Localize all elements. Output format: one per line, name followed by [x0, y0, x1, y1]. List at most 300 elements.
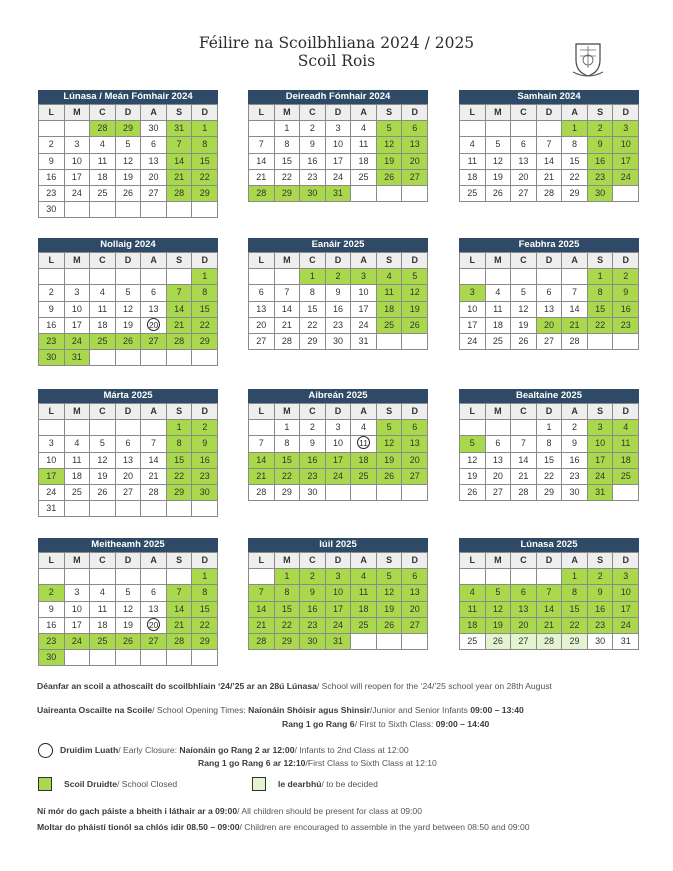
- day-cell: 13: [402, 137, 428, 153]
- weekday-header: L: [460, 553, 486, 569]
- day-cell: 22: [167, 469, 193, 485]
- day-cell: [588, 334, 614, 350]
- day-cell: 9: [300, 137, 326, 153]
- closed-ga: Scoil Druidte: [64, 779, 118, 789]
- day-cell: 5: [460, 436, 486, 452]
- day-cell: 22: [537, 469, 563, 485]
- day-cell: [65, 569, 91, 585]
- tbd-ga: le dearbhú: [278, 779, 322, 789]
- day-cell: 21: [249, 170, 275, 186]
- weekday-header: S: [377, 404, 403, 420]
- day-cell: 6: [402, 121, 428, 137]
- day-cell: [351, 436, 377, 452]
- day-cell: 28: [562, 334, 588, 350]
- day-cell: 15: [192, 302, 218, 318]
- day-cell: [351, 186, 377, 202]
- weekday-header: C: [90, 553, 116, 569]
- day-cell: [351, 634, 377, 650]
- weekday-header: M: [65, 553, 91, 569]
- day-cell: [511, 121, 537, 137]
- day-cell: 1: [275, 569, 301, 585]
- day-cell: 20: [249, 318, 275, 334]
- day-cell: 6: [486, 436, 512, 452]
- day-cell: 4: [486, 285, 512, 301]
- day-cell: 23: [588, 618, 614, 634]
- weekday-header: S: [167, 105, 193, 121]
- early-closure-note-2: [198, 758, 437, 768]
- day-cell: 4: [460, 585, 486, 601]
- day-cell: 11: [90, 302, 116, 318]
- month-days-grid: [38, 403, 218, 517]
- day-cell: 15: [588, 302, 614, 318]
- day-cell: 27: [141, 334, 167, 350]
- day-cell: 28: [275, 334, 301, 350]
- day-cell: [141, 269, 167, 285]
- day-cell: 27: [511, 634, 537, 650]
- day-cell: [192, 650, 218, 666]
- day-cell: 9: [300, 585, 326, 601]
- tbd-legend: [278, 779, 378, 789]
- month-calendar: [459, 238, 639, 350]
- weekday-header: D: [613, 553, 639, 569]
- day-cell: 15: [192, 602, 218, 618]
- day-cell: 24: [613, 618, 639, 634]
- day-cell: 15: [275, 602, 301, 618]
- day-cell: 16: [613, 302, 639, 318]
- day-cell: 12: [486, 154, 512, 170]
- day-cell: 28: [537, 634, 563, 650]
- day-cell: 13: [402, 585, 428, 601]
- weekday-header: M: [275, 253, 301, 269]
- day-cell: 14: [167, 302, 193, 318]
- weekday-header: L: [249, 404, 275, 420]
- day-cell: 10: [613, 585, 639, 601]
- weekday-header: A: [141, 404, 167, 420]
- day-cell: 1: [167, 420, 193, 436]
- day-cell: 4: [613, 420, 639, 436]
- day-cell: 15: [275, 154, 301, 170]
- weekday-header: C: [511, 404, 537, 420]
- reopen-note: [37, 681, 552, 691]
- early-closure-day: 20: [148, 619, 159, 630]
- classes-note: [282, 719, 489, 729]
- day-cell: 2: [300, 420, 326, 436]
- day-cell: 6: [141, 285, 167, 301]
- month-header: Aibreán 2025: [248, 389, 428, 403]
- day-cell: 20: [141, 170, 167, 186]
- day-cell: 9: [39, 602, 65, 618]
- month-header: Feabhra 2025: [459, 238, 639, 252]
- month-days-grid: [248, 104, 428, 202]
- day-cell: 6: [511, 585, 537, 601]
- day-cell: [141, 202, 167, 218]
- day-cell: [65, 501, 91, 517]
- day-cell: 11: [486, 302, 512, 318]
- day-cell: 16: [300, 602, 326, 618]
- weekday-header: S: [588, 253, 614, 269]
- early-ga: Druidim Luath: [60, 745, 119, 755]
- day-cell: 24: [613, 170, 639, 186]
- day-cell: 25: [351, 618, 377, 634]
- day-cell: 26: [486, 634, 512, 650]
- day-cell: 30: [562, 485, 588, 501]
- day-cell: [351, 485, 377, 501]
- day-cell: 11: [613, 436, 639, 452]
- month-calendar: [248, 90, 428, 202]
- day-cell: [402, 186, 428, 202]
- day-cell: 24: [460, 334, 486, 350]
- day-cell: 17: [326, 602, 352, 618]
- hours-en: / School Opening Times:: [152, 705, 246, 715]
- day-cell: 19: [377, 602, 403, 618]
- day-cell: 13: [511, 154, 537, 170]
- day-cell: 8: [192, 585, 218, 601]
- weekday-header: M: [486, 253, 512, 269]
- weekday-header: D: [402, 253, 428, 269]
- infants-ga: Naíonáin Shóisir agus Shinsir: [248, 705, 370, 715]
- day-cell: 12: [116, 154, 142, 170]
- day-cell: 3: [65, 285, 91, 301]
- day-cell: 8: [562, 585, 588, 601]
- day-cell: 12: [377, 137, 403, 153]
- day-cell: 12: [377, 585, 403, 601]
- day-cell: 21: [537, 170, 563, 186]
- day-cell: [116, 269, 142, 285]
- day-cell: [486, 420, 512, 436]
- day-cell: 6: [402, 420, 428, 436]
- day-cell: 26: [116, 186, 142, 202]
- day-cell: 13: [141, 302, 167, 318]
- day-cell: [141, 618, 167, 634]
- day-cell: 12: [460, 453, 486, 469]
- weekday-header: D: [326, 105, 352, 121]
- infants-time: 09:00 – 13:40: [470, 705, 524, 715]
- day-cell: [613, 485, 639, 501]
- day-cell: [141, 350, 167, 366]
- day-cell: [402, 634, 428, 650]
- day-cell: 13: [141, 154, 167, 170]
- weekday-header: D: [402, 553, 428, 569]
- day-cell: [167, 350, 193, 366]
- weekday-header: S: [167, 253, 193, 269]
- day-cell: 4: [90, 285, 116, 301]
- weekday-header: D: [402, 105, 428, 121]
- day-cell: 22: [192, 170, 218, 186]
- weekday-header: L: [460, 253, 486, 269]
- day-cell: 27: [116, 485, 142, 501]
- day-cell: 11: [90, 602, 116, 618]
- day-cell: 27: [537, 334, 563, 350]
- day-cell: 23: [562, 469, 588, 485]
- day-cell: 4: [65, 436, 91, 452]
- day-cell: 7: [167, 285, 193, 301]
- reopen-ga: Déanfar an scoil a athoscailt do scoilbhliain ‘24/’25 ar an 28ú Lúnasa: [37, 681, 317, 691]
- day-cell: [167, 569, 193, 585]
- weekday-header: S: [588, 105, 614, 121]
- weekday-header: A: [562, 105, 588, 121]
- day-cell: 2: [192, 420, 218, 436]
- day-cell: 22: [300, 318, 326, 334]
- weekday-header: L: [39, 404, 65, 420]
- early-closure-circle-icon: [38, 743, 53, 758]
- day-cell: 26: [90, 485, 116, 501]
- weekday-header: M: [486, 553, 512, 569]
- weekday-header: C: [300, 553, 326, 569]
- day-cell: 10: [65, 602, 91, 618]
- day-cell: 18: [90, 170, 116, 186]
- day-cell: 29: [192, 334, 218, 350]
- weekday-header: D: [116, 105, 142, 121]
- day-cell: 17: [65, 618, 91, 634]
- day-cell: 23: [300, 170, 326, 186]
- day-cell: 23: [326, 318, 352, 334]
- day-cell: 1: [300, 269, 326, 285]
- weekday-header: A: [562, 553, 588, 569]
- day-cell: 8: [562, 137, 588, 153]
- day-cell: 30: [39, 350, 65, 366]
- day-cell: 1: [192, 269, 218, 285]
- day-cell: 17: [65, 318, 91, 334]
- day-cell: [562, 269, 588, 285]
- weekday-header: C: [511, 553, 537, 569]
- day-cell: 3: [613, 569, 639, 585]
- day-cell: 2: [39, 137, 65, 153]
- weekday-header: L: [460, 105, 486, 121]
- day-cell: 16: [39, 170, 65, 186]
- month-header: Eanáir 2025: [248, 238, 428, 252]
- day-cell: 19: [511, 318, 537, 334]
- day-cell: 21: [275, 318, 301, 334]
- weekday-header: S: [377, 553, 403, 569]
- day-cell: 14: [537, 154, 563, 170]
- weekday-header: D: [613, 404, 639, 420]
- day-cell: 3: [613, 121, 639, 137]
- day-cell: 1: [192, 121, 218, 137]
- day-cell: 10: [613, 137, 639, 153]
- month-calendar: [459, 389, 639, 501]
- day-cell: 22: [588, 318, 614, 334]
- day-cell: 17: [588, 453, 614, 469]
- day-cell: 1: [588, 269, 614, 285]
- weekday-header: M: [65, 253, 91, 269]
- day-cell: 9: [588, 137, 614, 153]
- weekday-header: C: [511, 253, 537, 269]
- day-cell: 31: [65, 350, 91, 366]
- day-cell: 24: [65, 186, 91, 202]
- day-cell: 18: [460, 170, 486, 186]
- day-cell: [511, 569, 537, 585]
- day-cell: 27: [141, 634, 167, 650]
- day-cell: 22: [562, 170, 588, 186]
- day-cell: 14: [511, 453, 537, 469]
- day-cell: 26: [377, 618, 403, 634]
- day-cell: [65, 269, 91, 285]
- weekday-header: A: [351, 253, 377, 269]
- day-cell: 9: [39, 154, 65, 170]
- day-cell: [141, 650, 167, 666]
- day-cell: 25: [351, 170, 377, 186]
- day-cell: 12: [116, 302, 142, 318]
- month-calendar: [38, 90, 218, 218]
- day-cell: 25: [90, 634, 116, 650]
- day-cell: [39, 569, 65, 585]
- day-cell: 8: [275, 585, 301, 601]
- day-cell: 21: [249, 469, 275, 485]
- day-cell: 3: [351, 269, 377, 285]
- day-cell: 17: [460, 318, 486, 334]
- month-days-grid: [459, 403, 639, 501]
- weekday-header: D: [192, 253, 218, 269]
- day-cell: 11: [460, 602, 486, 618]
- day-cell: [511, 269, 537, 285]
- day-cell: [249, 269, 275, 285]
- day-cell: 29: [562, 186, 588, 202]
- day-cell: 12: [511, 302, 537, 318]
- day-cell: 27: [249, 334, 275, 350]
- day-cell: [167, 650, 193, 666]
- weekday-header: M: [65, 105, 91, 121]
- day-cell: 13: [249, 302, 275, 318]
- day-cell: 19: [402, 302, 428, 318]
- day-cell: [486, 121, 512, 137]
- weekday-header: D: [326, 253, 352, 269]
- day-cell: 30: [588, 634, 614, 650]
- early1-ga: Naíonáin go Rang 2 ar 12:00: [179, 745, 295, 755]
- day-cell: 22: [562, 618, 588, 634]
- reopen-en: / School will reopen for the ‘24/’25 school year on 28th August: [316, 681, 552, 691]
- day-cell: 29: [562, 634, 588, 650]
- month-calendar: [38, 238, 218, 366]
- day-cell: 1: [275, 420, 301, 436]
- day-cell: 21: [141, 469, 167, 485]
- day-cell: 5: [377, 569, 403, 585]
- month-days-grid: [459, 104, 639, 202]
- day-cell: 29: [275, 485, 301, 501]
- day-cell: 19: [116, 170, 142, 186]
- weekday-header: D: [537, 253, 563, 269]
- early2-en: /First Class to Sixth Class at 12:10: [305, 758, 437, 768]
- day-cell: 13: [511, 602, 537, 618]
- day-cell: 14: [249, 453, 275, 469]
- day-cell: 14: [537, 602, 563, 618]
- day-cell: 26: [511, 334, 537, 350]
- month-header: Iúil 2025: [248, 538, 428, 552]
- closed-legend: [64, 779, 177, 789]
- day-cell: 7: [249, 137, 275, 153]
- weekday-header: L: [249, 253, 275, 269]
- weekday-header: S: [588, 404, 614, 420]
- month-days-grid: [248, 552, 428, 650]
- day-cell: 3: [65, 137, 91, 153]
- weekday-header: L: [39, 105, 65, 121]
- weekday-header: A: [351, 404, 377, 420]
- day-cell: [167, 269, 193, 285]
- hours-ga: Uaireanta Oscailte na Scoile: [37, 705, 153, 715]
- day-cell: [65, 650, 91, 666]
- weekday-header: D: [192, 105, 218, 121]
- day-cell: 30: [39, 650, 65, 666]
- weekday-header: D: [537, 105, 563, 121]
- weekday-header: L: [249, 105, 275, 121]
- day-cell: 7: [141, 436, 167, 452]
- day-cell: 19: [377, 154, 403, 170]
- day-cell: 26: [377, 170, 403, 186]
- day-cell: 4: [377, 269, 403, 285]
- month-calendar: [248, 238, 428, 350]
- month-days-grid: [38, 552, 218, 666]
- day-cell: 1: [192, 569, 218, 585]
- day-cell: [249, 420, 275, 436]
- day-cell: 11: [90, 154, 116, 170]
- day-cell: 7: [511, 436, 537, 452]
- day-cell: 30: [326, 334, 352, 350]
- day-cell: [116, 420, 142, 436]
- day-cell: 10: [351, 285, 377, 301]
- day-cell: 5: [116, 585, 142, 601]
- day-cell: 18: [90, 318, 116, 334]
- weekday-header: L: [249, 553, 275, 569]
- day-cell: 10: [326, 585, 352, 601]
- day-cell: 20: [511, 170, 537, 186]
- day-cell: 29: [167, 485, 193, 501]
- day-cell: 15: [275, 453, 301, 469]
- day-cell: 21: [511, 469, 537, 485]
- early-en: / Early Closure:: [118, 745, 177, 755]
- month-header: Deireadh Fómhair 2024: [248, 90, 428, 104]
- day-cell: 23: [613, 318, 639, 334]
- day-cell: 31: [588, 485, 614, 501]
- day-cell: 10: [588, 436, 614, 452]
- day-cell: [192, 202, 218, 218]
- day-cell: 19: [116, 318, 142, 334]
- day-cell: 30: [192, 485, 218, 501]
- day-cell: 6: [402, 569, 428, 585]
- month-calendar: [248, 538, 428, 650]
- day-cell: 26: [377, 469, 403, 485]
- day-cell: 18: [486, 318, 512, 334]
- weekday-header: D: [192, 553, 218, 569]
- weekday-header: M: [486, 105, 512, 121]
- early2-ga: Rang 1 go Rang 6 ar 12:10: [198, 758, 306, 768]
- day-cell: 20: [537, 318, 563, 334]
- day-cell: 17: [39, 469, 65, 485]
- weekday-header: A: [562, 404, 588, 420]
- day-cell: 11: [460, 154, 486, 170]
- day-cell: 31: [351, 334, 377, 350]
- day-cell: [377, 186, 403, 202]
- weekday-header: C: [300, 404, 326, 420]
- day-cell: 2: [39, 285, 65, 301]
- day-cell: [141, 501, 167, 517]
- tbd-en: / to be decided: [321, 779, 378, 789]
- weekday-header: S: [588, 553, 614, 569]
- day-cell: 6: [141, 137, 167, 153]
- weekday-header: C: [511, 105, 537, 121]
- day-cell: 20: [116, 469, 142, 485]
- present-en: / All children should be present for class at 09:00: [237, 806, 422, 816]
- day-cell: 3: [65, 585, 91, 601]
- day-cell: 25: [613, 469, 639, 485]
- day-cell: [537, 121, 563, 137]
- day-cell: 30: [300, 634, 326, 650]
- month-days-grid: [459, 252, 639, 350]
- day-cell: 8: [537, 436, 563, 452]
- month-header: Bealtaine 2025: [459, 389, 639, 403]
- day-cell: 24: [326, 469, 352, 485]
- day-cell: [65, 121, 91, 137]
- day-cell: 19: [377, 453, 403, 469]
- day-cell: 20: [402, 453, 428, 469]
